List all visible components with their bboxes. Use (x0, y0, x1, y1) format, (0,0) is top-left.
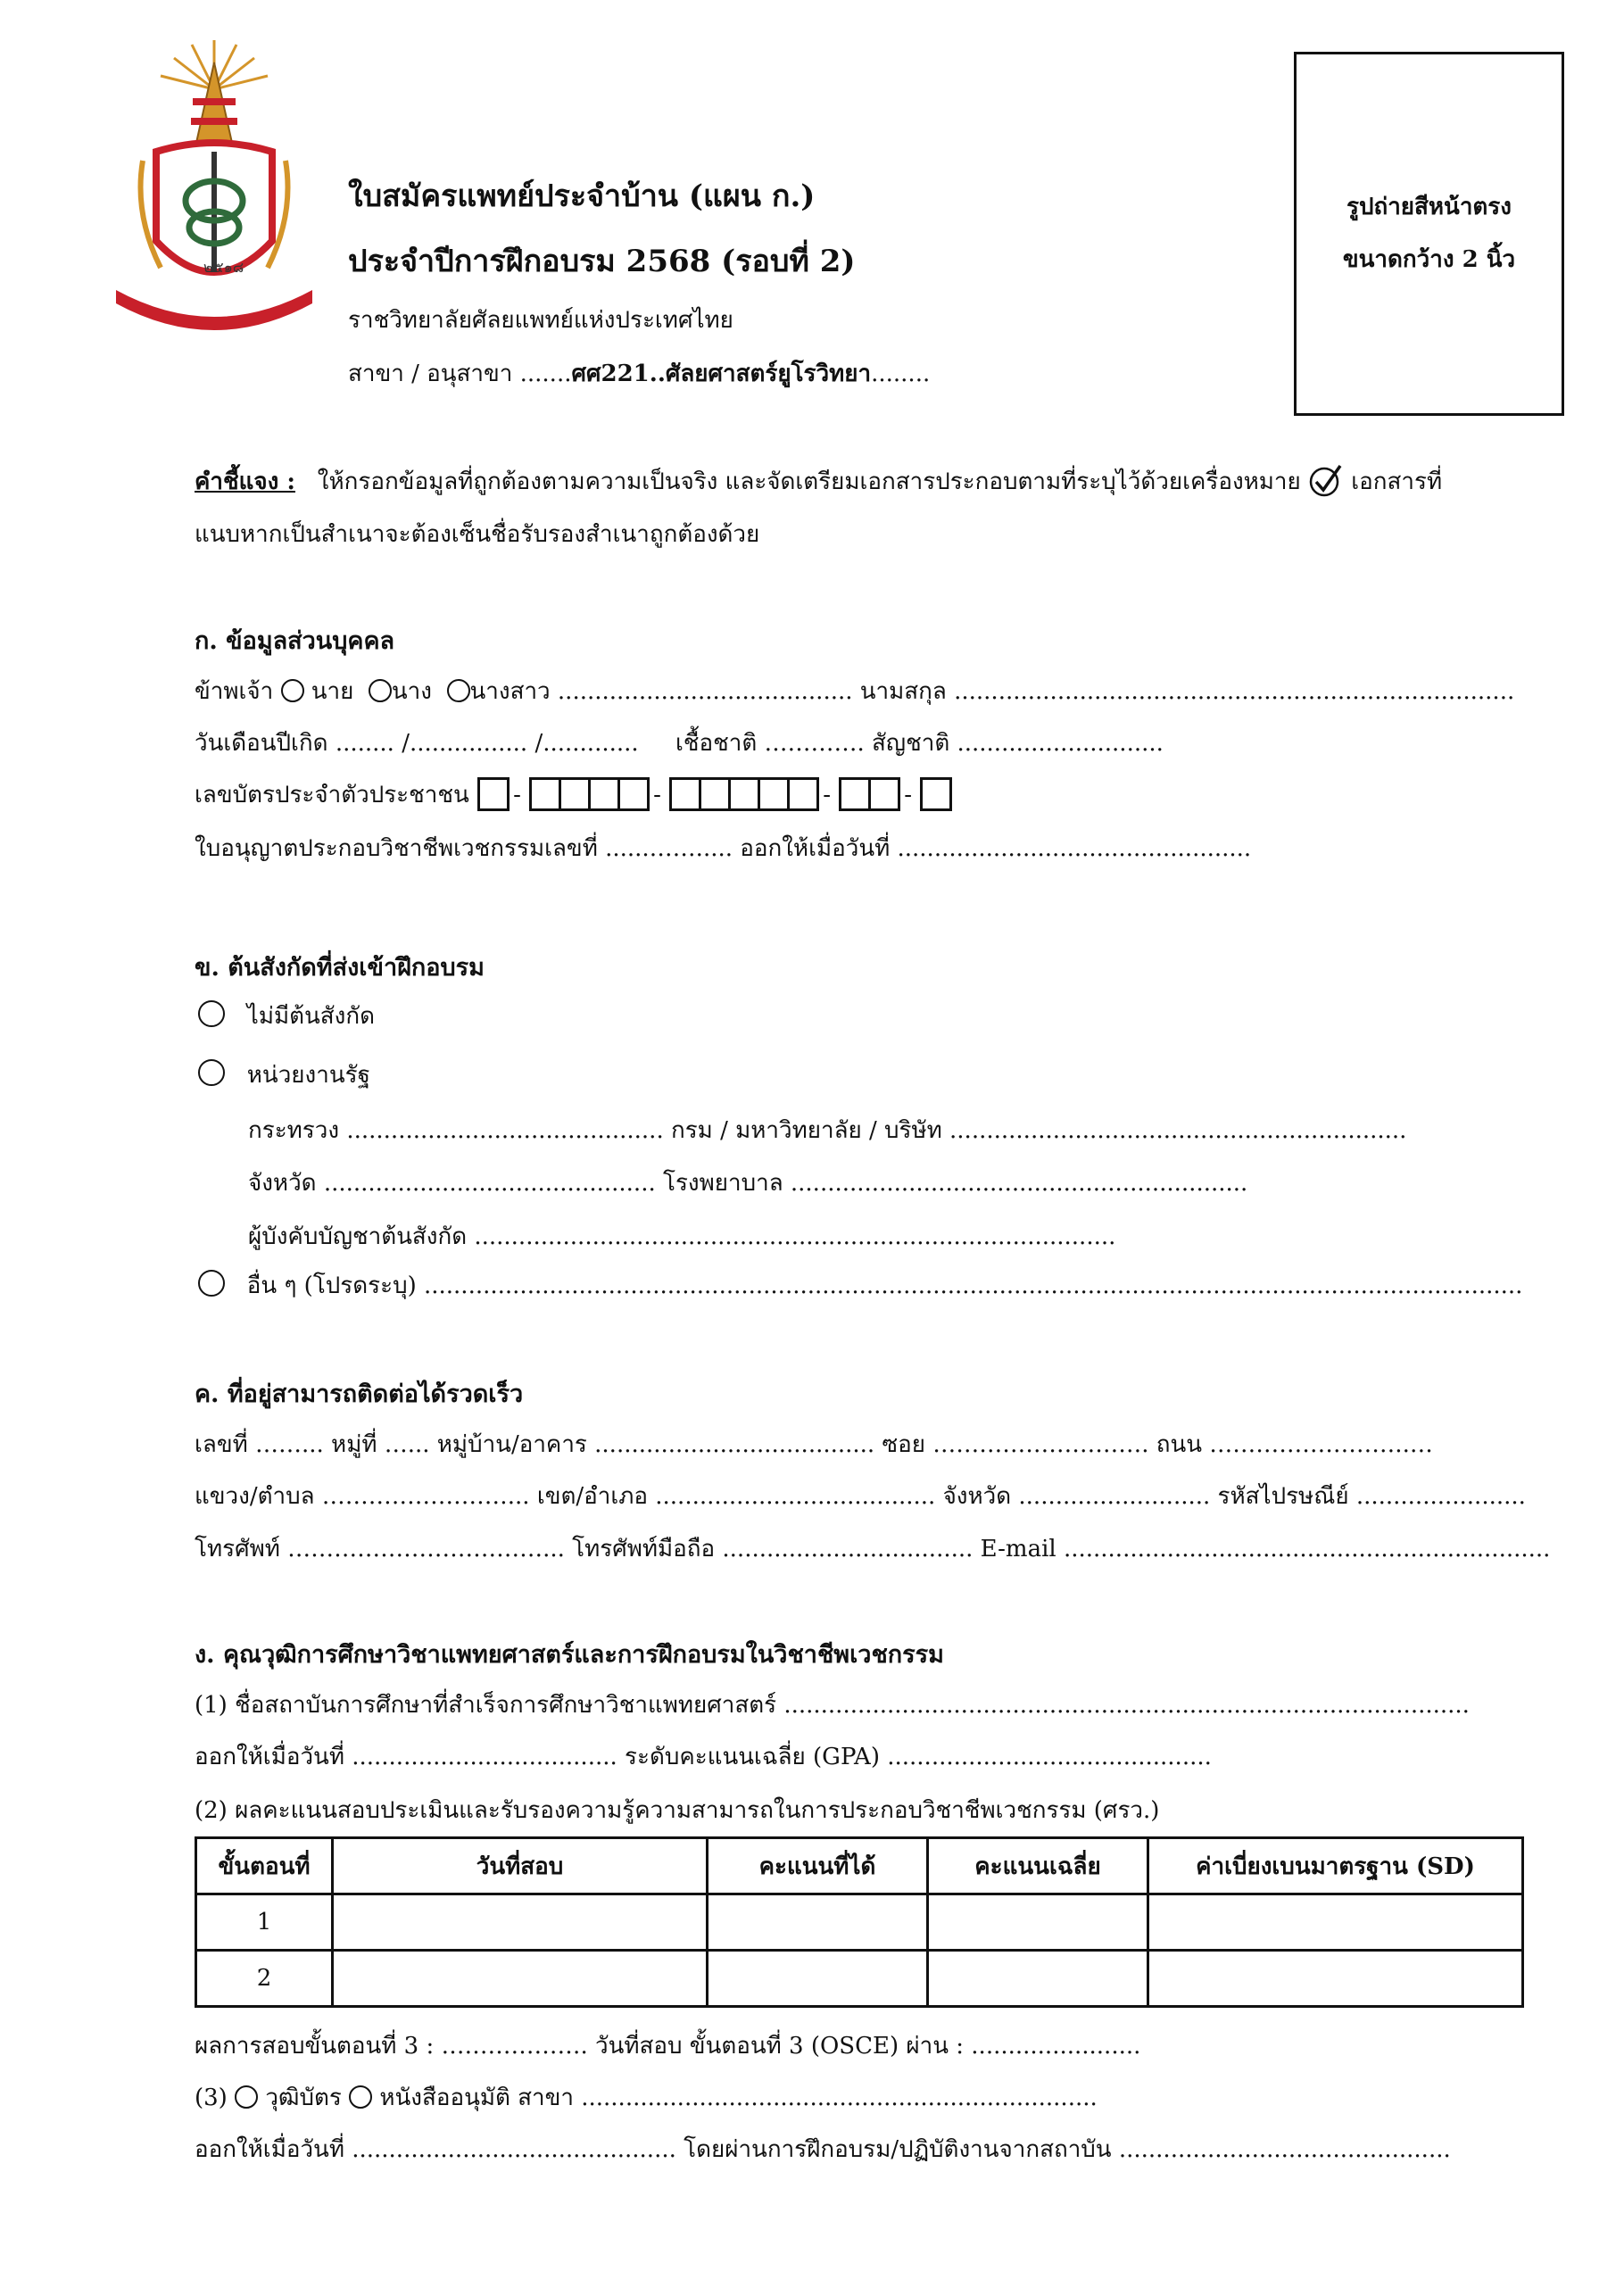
certificate-line (195, 2079, 1098, 2116)
table-header-row (196, 1838, 1523, 1894)
certificate-prefix: (3) (195, 2085, 228, 2111)
exam-date-cell[interactable] (333, 1894, 708, 1951)
score-cell[interactable] (708, 1951, 928, 2007)
surname-field[interactable]: ............................................................................ (954, 678, 1515, 705)
surname-label: นามสกุล (859, 678, 947, 705)
option-other (198, 1267, 1522, 1304)
radio-approval[interactable] (349, 2085, 372, 2109)
option-gov (198, 1057, 370, 1093)
radio-none[interactable] (198, 1000, 225, 1027)
supervisor-field[interactable]: ผู้บังคับบัญชาต้นสังกัด ....................................................................................... (248, 1223, 1116, 1250)
instructions-text3: แนบหากเป็นสำเนาจะต้องเซ็นชื่อรับรองสำเนาถูกต้องด้วย (195, 521, 760, 548)
institution-field[interactable]: (1) ชื่อสถาบันการศึกษาที่สำเร็จการศึกษาวิชาแพทยศาสตร์ ............................................................................................. (195, 1692, 1470, 1719)
certificate-date-line[interactable]: ออกให้เมื่อวันที่ ............................................ โดยผ่านการฝึกอบรม/ปฏิบัติงานจากสถาบัน ............................................. (195, 2136, 1451, 2163)
section-a-heading: ก. ข้อมูลส่วนบุคคล (195, 627, 395, 655)
id-group-4[interactable] (841, 777, 900, 811)
college-emblem-logo (107, 36, 321, 339)
column-header: คะแนนเฉลี่ย (928, 1838, 1148, 1894)
branch-value: ศศ221..ศัลยศาสตร์ยูโรวิทยา (571, 361, 872, 387)
name-field[interactable]: ........................................ (557, 678, 853, 705)
birth-field[interactable]: วันเดือนปีเกิด ........ /................ /............. (195, 730, 639, 757)
column-header: คะแนนที่ได้ (708, 1838, 928, 1894)
radio-miss[interactable] (447, 679, 470, 702)
race-field[interactable]: เชื้อชาติ …………. สัญชาติ ............................ (675, 730, 1164, 757)
gpa-line[interactable]: ออกให้เมื่อวันที่ .................................... ระดับคะแนนเฉลี่ย (GPA) ............................................ (195, 1744, 1212, 1770)
approval-field[interactable]: หนังสืออนุมัติ สาขา ...................................................................... (379, 2085, 1098, 2111)
form-title: ใบสมัครแพทย์ประจำบ้าน (แผน ก.) (348, 178, 816, 214)
table-row (196, 1951, 1523, 2007)
option-other-field[interactable]: อื่น ๆ (โปรดระบุ) ..................................................................................................................................................... (246, 1272, 1523, 1299)
score-cell[interactable] (708, 1894, 928, 1951)
id-label: เลขบัตรประจำตัวประชาชน (195, 782, 469, 808)
radio-gov[interactable] (198, 1059, 225, 1086)
column-header: ขั้นตอนที่ (196, 1838, 333, 1894)
radio-other[interactable] (198, 1270, 225, 1297)
radio-mrs-label: นาง (391, 678, 432, 705)
radio-mr-label: นาย (311, 678, 354, 705)
instructions-line1 (195, 462, 1442, 500)
step-number: 1 (196, 1894, 333, 1951)
exam-scores-label: (2) ผลคะแนนสอบประเมินและรับรองความรู้ความสามารถในการประกอบวิชาชีพเวชกรรม (ศรว.) (195, 1797, 1160, 1824)
radio-miss-label: นางสาว (469, 678, 551, 705)
section-b-heading: ข. ต้นสังกัดที่ส่งเข้าฝึกอบรม (195, 954, 485, 982)
sd-cell[interactable] (1148, 1894, 1523, 1951)
ministry-field[interactable]: กระทรวง ........................................... กรม / มหาวิทยาลัย / บริษัท .............................................................. (248, 1117, 1407, 1144)
branch-suffix: ........ (871, 361, 931, 387)
college-name: ราชวิทยาลัยศัลยแพทย์แห่งประเทศไทย (348, 307, 733, 334)
average-cell[interactable] (928, 1951, 1148, 2007)
section-c-heading: ค. ที่อยู่สามารถติดต่อได้รวดเร็ว (195, 1380, 524, 1408)
address-line1[interactable]: เลขที่ ……... หมู่ที่ …... หมู่บ้าน/อาคาร ...................................... ซอย ………………………. ถนน ……………………..… (195, 1431, 1433, 1458)
photo-box (1294, 52, 1564, 416)
province-field[interactable]: จังหวัด ............................................. โรงพยาบาล .............................................................. (248, 1170, 1248, 1197)
svg-text:๒๕๑๘: ๒๕๑๘ (203, 259, 244, 276)
option-gov-label: หน่วยงานรัฐ (246, 1062, 370, 1089)
id-group-5[interactable] (923, 777, 952, 811)
radio-diploma[interactable] (235, 2085, 258, 2109)
instructions-label: คำชี้แจง : (195, 468, 295, 495)
photo-box-line1: รูปถ่ายสีหน้าตรง (1346, 194, 1512, 220)
section-d-heading: ง. คุณวุฒิการศึกษาวิชาแพทยศาสตร์และการฝึกอบรมในวิชาชีพเวชกรรม (195, 1641, 944, 1669)
instructions-text1: ให้กรอกข้อมูลที่ถูกต้องตามความเป็นจริง และจัดเตรียมเอกสารประกอบตามที่ระบุไว้ด้วยเครื่องหมาย (317, 468, 1301, 495)
id-group-3[interactable] (672, 777, 819, 811)
exam-scores-table (195, 1836, 1524, 2008)
branch-prefix: สาขา / อนุสาขา ....... (348, 361, 572, 387)
option-none (198, 998, 375, 1034)
name-line (195, 673, 1514, 709)
column-header: วันที่สอบ (333, 1838, 708, 1894)
radio-diploma-label: วุฒิบัตร (265, 2085, 342, 2111)
address-line2[interactable]: แขวง/ตำบล ……………………... เขต/อำเภอ ...................................... จังหวัด .......................... รหัสไปรษณีย์ ....................... (195, 1483, 1526, 1510)
sd-cell[interactable] (1148, 1951, 1523, 2007)
id-group-2[interactable] (532, 777, 650, 811)
instructions-text2: เอกสารที่ (1351, 468, 1443, 495)
photo-box-line2: ขนาดกว้าง 2 นิ้ว (1342, 246, 1516, 273)
option-none-label: ไม่มีต้นสังกัด (246, 1003, 375, 1030)
license-field[interactable]: ใบอนุญาตประกอบวิชาชีพเวชกรรมเลขที่ ......……..... ออกให้เมื่อวันที่ ................................................ (195, 835, 1252, 862)
radio-mrs[interactable] (369, 679, 392, 702)
step3-line[interactable]: ผลการสอบขั้นตอนที่ 3 : ………………. วันที่สอบ ขั้นตอนที่ 3 (OSCE) ผ่าน : ....................... (195, 2033, 1141, 2060)
birth-line (195, 725, 1164, 761)
id-line: เลขบัตรประจำตัวประชาชน - - - - (195, 776, 956, 813)
branch-line (348, 355, 930, 392)
exam-date-cell[interactable] (333, 1951, 708, 2007)
average-cell[interactable] (928, 1894, 1148, 1951)
name-prefix: ข้าพเจ้า (195, 678, 274, 705)
checkmark-in-circle-icon (1308, 462, 1344, 498)
form-subtitle: ประจำปีการฝึกอบรม 2568 (รอบที่ 2) (348, 244, 856, 279)
phone-line[interactable]: โทรศัพท์ ……………………………... โทรศัพท์มือถือ .................................. E-mail .................................................................. (195, 1536, 1551, 1562)
step-number: 2 (196, 1951, 333, 2007)
table-row (196, 1894, 1523, 1951)
id-group-1[interactable] (480, 777, 510, 811)
column-header: ค่าเบี่ยงเบนมาตรฐาน (SD) (1148, 1838, 1523, 1894)
radio-mr[interactable] (281, 679, 304, 702)
